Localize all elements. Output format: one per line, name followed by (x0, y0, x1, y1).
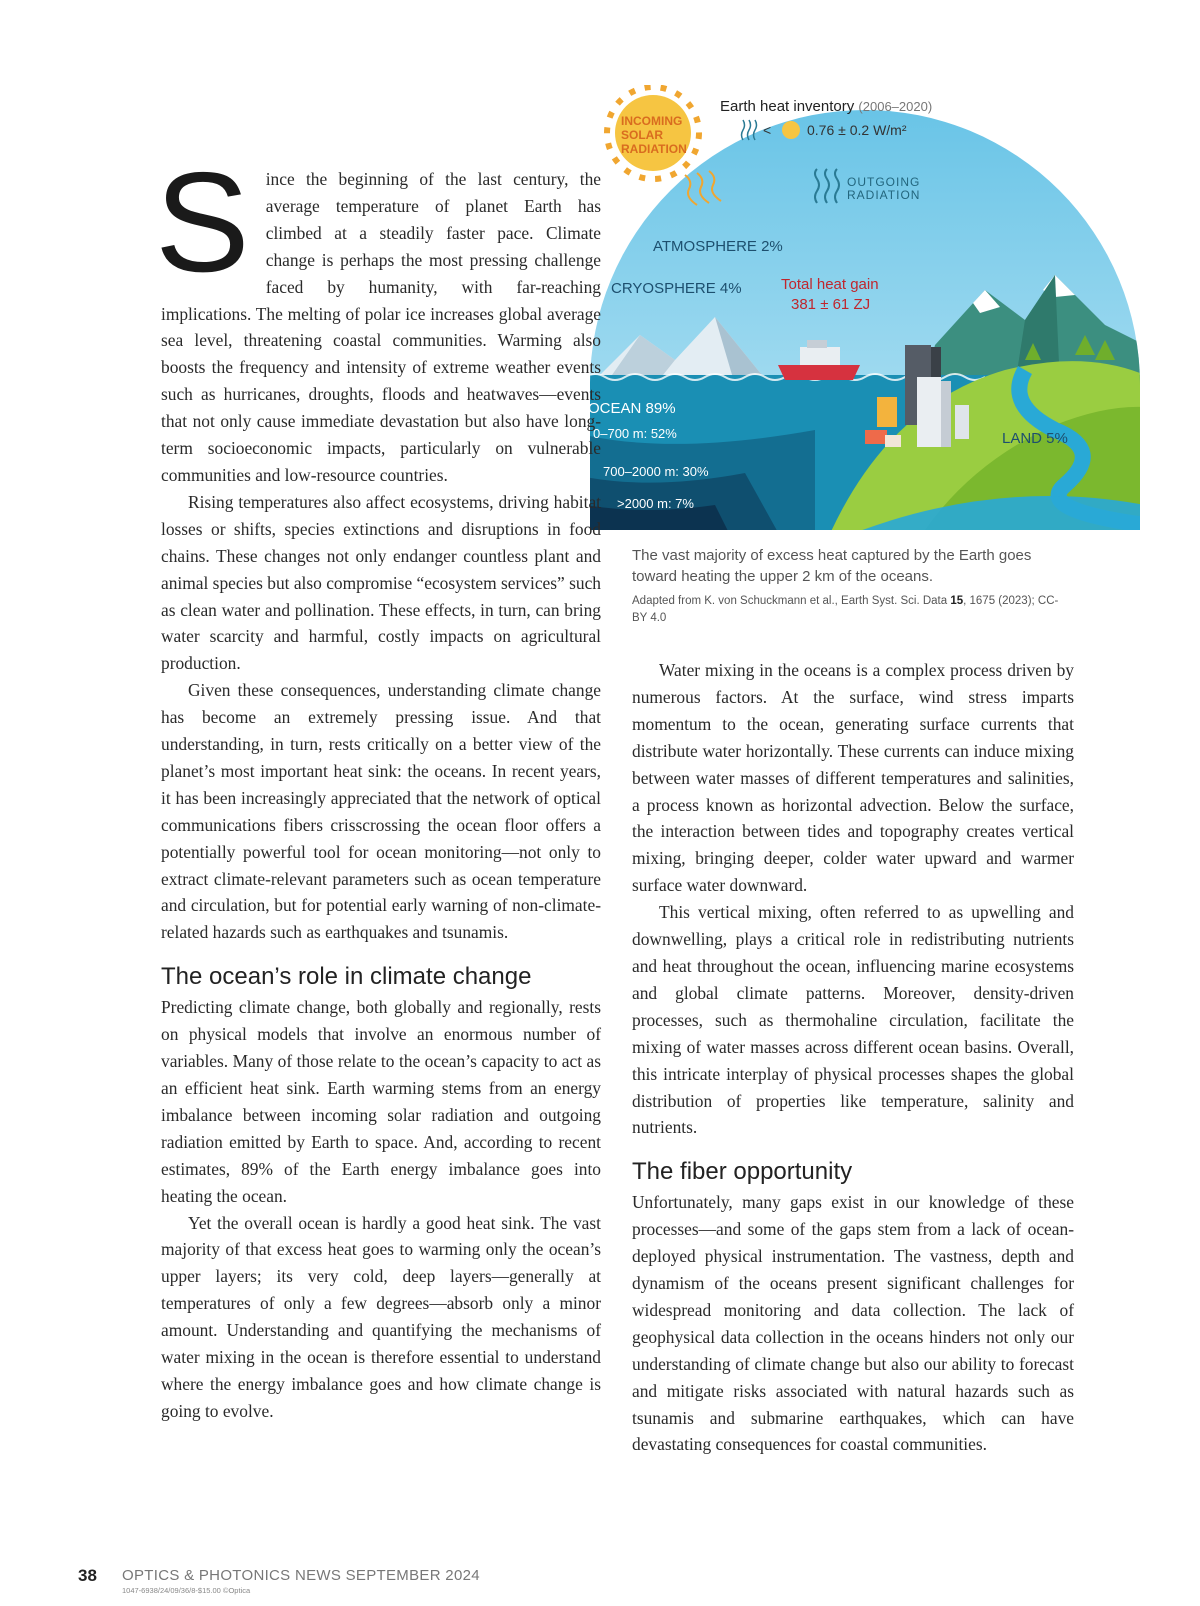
caption-credit: Adapted from K. von Schuckmann et al., Earth Syst. Sci. Data 15, 1675 (2023); CC-BY 4.0 (632, 595, 1059, 624)
total-heat-value: 381 ± 61 ZJ (791, 296, 871, 313)
paragraph-water-mixing: Water mixing in the oceans is a complex process driven by numerous factors. At the surface, wind stress imparts momentum to the ocean, generating surface currents that distribute water horizontally. These currents can induce mixing between water masses of different temperatures and salinities, a process known as horizontal advection. Below the surface, the interaction between tides and topography creates vertical mixing, bringing deeper, colder water upward and warmer surface water downward. (632, 660, 1074, 896)
incoming-label-1: INCOMING (621, 114, 683, 128)
ocean-0-700-label: 0–700 m: 52% (593, 426, 677, 441)
article-right-column (632, 657, 1074, 1458)
paragraph-consequences: Given these consequences, understanding climate change has become an extremely pressing issue. And that understanding, in turn, rests critically on a better view of the planet’s most important heat sink: the oceans. In recent years, it has been increasingly appreciated that the network of optical communications fibers crisscrossing the ocean floor offers a potentially powerful tool for ocean monitoring—not only to extract climate-relevant parameters such as ocean temperature and circulation, but for potential early warning of non-climate-related hazards such as earthquakes and tsunamis. (161, 680, 601, 943)
inventory-value: 0.76 ± 0.2 W/m² (807, 122, 907, 138)
magazine-footer: OPTICS & PHOTONICS NEWS SEPTEMBER 2024 (122, 1567, 480, 1584)
figure-caption (632, 545, 1072, 627)
section-heading-ocean-role: The ocean’s role in climate change (161, 963, 532, 991)
inventory-title: Earth heat inventory (2006–2020) (720, 98, 933, 115)
paragraph-gaps: Unfortunately, many gaps exist in our knowledge of these processes—and some of the gaps stem from a lack of ocean-deployed physical instrumentation. The vastness, depth and dynamism of the oceans present significant challenges for widespread monitoring and data collection. The lack of geophysical data collection in the oceans hinders not only our understanding of climate change but also our ability to forecast and mitigate risks associated with natural hazards such as tsunamis and submarine earthquakes, which can have devastating consequences for coastal communities. (632, 1192, 1074, 1455)
heat-inventory-figure (585, 85, 1145, 545)
outgoing-label-1: OUTGOING (847, 175, 921, 189)
paragraph-vertical-mixing: This vertical mixing, often referred to as upwelling and downwelling, plays a critical role in redistributing nutrients and heat throughout the ocean, influencing marine ecosystems and global climate patterns. Moreover, density-driven processes, such as thermohaline circulation, facilitate the mixing of water masses across different ocean basins. Overall, this intricate interplay of physical processes shapes the global distribution of properties like temperature, salinity and nutrients. (632, 902, 1074, 1138)
outgoing-label-2: RADIATION (847, 188, 921, 202)
paragraph-intro: Since the beginning of the last century, the average temperature of planet Earth has climbed at a steadily faster pace. Climate change is perhaps the most pressing challenge faced by humanity, with far-reaching implications. The melting of polar ice increases global average sea level, threatening coastal communities. Warming also boosts the frequency and intensity of extreme weather events such as hurricanes, droughts, floods and heatwaves—events that not only cause immediate devastation but also have long-term socioeconomic impacts, particularly on vulnerable communities and low-resource countries. (155, 143, 601, 485)
incoming-label-2: SOLAR (621, 128, 663, 142)
inventory-lt: < (763, 122, 772, 138)
caption-main: The vast majority of excess heat captured by the Earth goes toward heating the upper 2 km of the oceans. (632, 547, 1032, 585)
atmosphere-label: ATMOSPHERE 2% (653, 238, 783, 255)
incoming-label-3: RADIATION (621, 142, 687, 156)
paragraph-ecosystems: Rising temperatures also affect ecosystems, driving habitat losses or shifts, species extinctions and disruptions in food chains. These changes not only endanger countless plant and animal species but also compromise “ecosystem services” such as clean water and pollination. These effects, in turn, can bring water scarcity and harmful, costly impacts on agricultural production. (161, 491, 601, 674)
total-heat-label: Total heat gain (781, 276, 879, 293)
ocean-label: OCEAN 89% (588, 400, 676, 417)
cryosphere-label: CRYOSPHERE 4% (611, 280, 742, 297)
drop-cap: S (155, 143, 250, 302)
ocean-2000-label: >2000 m: 7% (617, 496, 694, 511)
section-heading-fiber: The fiber opportunity (632, 1158, 853, 1186)
land-label: LAND 5% (1002, 430, 1068, 447)
paragraph-predicting: Predicting climate change, both globally and regionally, rests on physical models that involve an enormous number of variables. Many of those relate to the ocean’s capacity to act as an efficient heat sink. Earth warming stems from an energy imbalance between incoming solar radiation and outgoing radiation emitted by Earth to space. And, according to recent estimates, 89% of the Earth energy imbalance goes into heating the ocean. (161, 997, 601, 1206)
mini-sun-icon (782, 121, 800, 139)
page-number: 38 (78, 1566, 97, 1585)
issn-line: 1047-6938/24/09/36/8-$15.00 ©Optica (122, 1586, 251, 1595)
ocean-700-2000-label: 700–2000 m: 30% (603, 464, 709, 479)
paragraph-heat-sink: Yet the overall ocean is hardly a good heat sink. The vast majority of that excess heat goes to warming only the ocean’s upper layers; its very cold, deep layers—generally at temperatures of only a few degrees—absorb only a minor amount. Understanding and quantifying the mechanisms of water mixing in the ocean is therefore essential to understand where the energy imbalance goes and how climate change is going to evolve. (161, 1212, 601, 1421)
article-left-column (155, 143, 601, 1425)
